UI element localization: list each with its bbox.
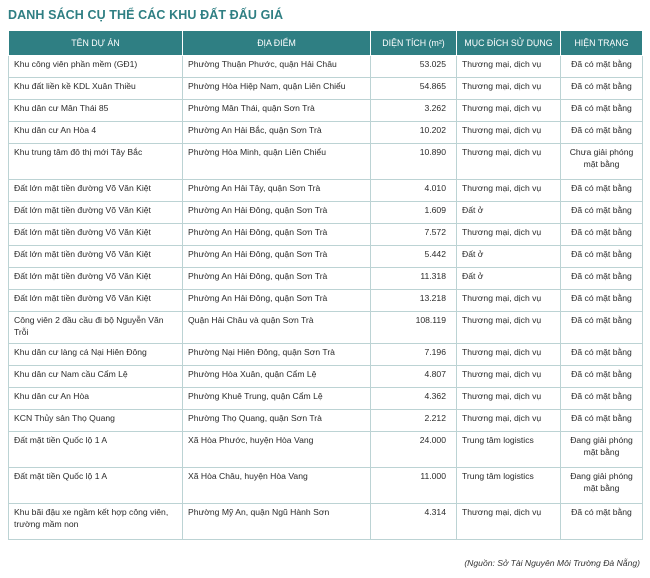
cell-purpose: Đất ở <box>457 246 561 268</box>
cell-location: Phường An Hải Tây, quận Sơn Trà <box>183 180 371 202</box>
auction-land-table <box>8 30 643 540</box>
header-location: ĐỊA ĐIỂM <box>183 31 371 56</box>
table-row <box>9 312 643 344</box>
cell-area: 53.025 <box>371 56 457 78</box>
table-row <box>9 122 643 144</box>
header-area: DIỆN TÍCH (m²) <box>371 31 457 56</box>
cell-purpose: Thương mại, dịch vụ <box>457 56 561 78</box>
cell-status: Đã có mặt bằng <box>561 180 643 202</box>
cell-status: Đang giải phóng mặt bằng <box>561 432 643 468</box>
cell-status: Đang giải phóng mặt bằng <box>561 468 643 504</box>
cell-location: Quận Hải Châu và quận Sơn Trà <box>183 312 371 344</box>
table-row <box>9 388 643 410</box>
cell-status: Đã có mặt bằng <box>561 388 643 410</box>
cell-project-name: Đất lớn mặt tiền đường Võ Văn Kiệt <box>9 290 183 312</box>
cell-status: Đã có mặt bằng <box>561 56 643 78</box>
cell-location: Phường An Hải Đông, quận Sơn Trà <box>183 246 371 268</box>
table-row <box>9 504 643 540</box>
cell-status: Đã có mặt bằng <box>561 202 643 224</box>
cell-location: Phường Hòa Xuân, quận Cẩm Lệ <box>183 366 371 388</box>
cell-purpose: Trung tâm logistics <box>457 468 561 504</box>
cell-location: Xã Hòa Phước, huyện Hòa Vang <box>183 432 371 468</box>
table-row <box>9 78 643 100</box>
table-row <box>9 202 643 224</box>
table-row <box>9 290 643 312</box>
table-row <box>9 268 643 290</box>
cell-project-name: Khu dân cư Nam cầu Cẩm Lệ <box>9 366 183 388</box>
cell-location: Phường An Hải Đông, quận Sơn Trà <box>183 202 371 224</box>
cell-area: 7.572 <box>371 224 457 246</box>
cell-area: 10.890 <box>371 144 457 180</box>
cell-purpose: Trung tâm logistics <box>457 432 561 468</box>
table-row <box>9 144 643 180</box>
cell-area: 24.000 <box>371 432 457 468</box>
table-row <box>9 344 643 366</box>
cell-project-name: Đất lớn mặt tiền đường Võ Văn Kiệt <box>9 268 183 290</box>
cell-purpose: Thương mại, dịch vụ <box>457 144 561 180</box>
cell-project-name: Khu công viên phần mềm (GĐ1) <box>9 56 183 78</box>
cell-area: 5.442 <box>371 246 457 268</box>
cell-status: Đã có mặt bằng <box>561 504 643 540</box>
cell-purpose: Đất ở <box>457 202 561 224</box>
cell-purpose: Thương mại, dịch vụ <box>457 180 561 202</box>
cell-area: 1.609 <box>371 202 457 224</box>
cell-area: 10.202 <box>371 122 457 144</box>
cell-area: 3.262 <box>371 100 457 122</box>
cell-status: Đã có mặt bằng <box>561 290 643 312</box>
cell-area: 4.807 <box>371 366 457 388</box>
cell-purpose: Thương mại, dịch vụ <box>457 344 561 366</box>
cell-status: Đã có mặt bằng <box>561 122 643 144</box>
header-purpose: MỤC ĐÍCH SỬ DỤNG <box>457 31 561 56</box>
cell-location: Phường Thuận Phước, quận Hải Châu <box>183 56 371 78</box>
cell-status: Đã có mặt bằng <box>561 78 643 100</box>
cell-purpose: Thương mại, dịch vụ <box>457 366 561 388</box>
cell-area: 11.318 <box>371 268 457 290</box>
cell-area: 2.212 <box>371 410 457 432</box>
cell-project-name: Khu bãi đậu xe ngầm kết hợp công viên, trường mầm non <box>9 504 183 540</box>
cell-area: 108.119 <box>371 312 457 344</box>
cell-area: 11.000 <box>371 468 457 504</box>
table-row <box>9 432 643 468</box>
cell-location: Phường An Hải Đông, quận Sơn Trà <box>183 268 371 290</box>
page-title: DANH SÁCH CỤ THỂ CÁC KHU ĐẤT ĐẤU GIÁ <box>8 8 284 22</box>
cell-project-name: Khu dân cư làng cá Nại Hiên Đông <box>9 344 183 366</box>
table-row <box>9 180 643 202</box>
cell-project-name: Khu trung tâm đô thị mới Tây Bắc <box>9 144 183 180</box>
cell-status: Đã có mặt bằng <box>561 366 643 388</box>
cell-location: Phường Mân Thái, quận Sơn Trà <box>183 100 371 122</box>
cell-location: Phường Hòa Hiệp Nam, quận Liên Chiểu <box>183 78 371 100</box>
cell-area: 4.314 <box>371 504 457 540</box>
cell-location: Phường An Hải Đông, quận Sơn Trà <box>183 224 371 246</box>
cell-project-name: Đất lớn mặt tiền đường Võ Văn Kiệt <box>9 202 183 224</box>
cell-status: Đã có mặt bằng <box>561 224 643 246</box>
table-row <box>9 224 643 246</box>
table-row <box>9 56 643 78</box>
cell-status: Đã có mặt bằng <box>561 100 643 122</box>
cell-project-name: Khu đất liền kề KDL Xuân Thiều <box>9 78 183 100</box>
table-header-row <box>9 31 643 56</box>
cell-purpose: Thương mại, dịch vụ <box>457 100 561 122</box>
cell-purpose: Thương mại, dịch vụ <box>457 312 561 344</box>
table-row <box>9 366 643 388</box>
cell-location: Phường Thọ Quang, quận Sơn Trà <box>183 410 371 432</box>
cell-project-name: KCN Thủy sản Thọ Quang <box>9 410 183 432</box>
cell-status: Đã có mặt bằng <box>561 410 643 432</box>
cell-status: Đã có mặt bằng <box>561 268 643 290</box>
cell-status: Đã có mặt bằng <box>561 312 643 344</box>
cell-status: Đã có mặt bằng <box>561 344 643 366</box>
cell-location: Phường Hòa Minh, quận Liên Chiểu <box>183 144 371 180</box>
table-row <box>9 246 643 268</box>
source-note: (Nguồn: Sở Tài Nguyên Môi Trường Đà Nẵng) <box>464 558 640 568</box>
cell-location: Phường Mỹ An, quận Ngũ Hành Sơn <box>183 504 371 540</box>
cell-area: 4.362 <box>371 388 457 410</box>
cell-location: Phường An Hải Bắc, quận Sơn Trà <box>183 122 371 144</box>
cell-area: 7.196 <box>371 344 457 366</box>
cell-project-name: Đất lớn mặt tiền đường Võ Văn Kiệt <box>9 180 183 202</box>
cell-purpose: Thương mại, dịch vụ <box>457 410 561 432</box>
table-row <box>9 100 643 122</box>
cell-purpose: Đất ở <box>457 268 561 290</box>
cell-purpose: Thương mại, dịch vụ <box>457 504 561 540</box>
cell-purpose: Thương mại, dịch vụ <box>457 224 561 246</box>
cell-location: Phường Khuê Trung, quận Cẩm Lệ <box>183 388 371 410</box>
header-name: TÊN DỰ ÁN <box>9 31 183 56</box>
header-status: HIỆN TRẠNG <box>561 31 643 56</box>
table-row <box>9 410 643 432</box>
cell-location: Phường Nại Hiên Đông, quận Sơn Trà <box>183 344 371 366</box>
cell-status: Chưa giải phóng mặt bằng <box>561 144 643 180</box>
cell-purpose: Thương mại, dịch vụ <box>457 290 561 312</box>
cell-area: 54.865 <box>371 78 457 100</box>
cell-project-name: Khu dân cư An Hòa 4 <box>9 122 183 144</box>
cell-purpose: Thương mại, dịch vụ <box>457 122 561 144</box>
cell-project-name: Đất lớn mặt tiền đường Võ Văn Kiệt <box>9 224 183 246</box>
cell-project-name: Đất lớn mặt tiền đường Võ Văn Kiệt <box>9 246 183 268</box>
cell-purpose: Thương mại, dịch vụ <box>457 78 561 100</box>
table-row <box>9 468 643 504</box>
cell-project-name: Đất mặt tiền Quốc lộ 1 A <box>9 432 183 468</box>
cell-location: Phường An Hải Đông, quận Sơn Trà <box>183 290 371 312</box>
cell-project-name: Khu dân cư An Hòa <box>9 388 183 410</box>
cell-project-name: Đất mặt tiền Quốc lộ 1 A <box>9 468 183 504</box>
cell-project-name: Khu dân cư Mân Thái 85 <box>9 100 183 122</box>
cell-purpose: Thương mại, dịch vụ <box>457 388 561 410</box>
cell-area: 4.010 <box>371 180 457 202</box>
cell-location: Xã Hòa Châu, huyện Hòa Vang <box>183 468 371 504</box>
cell-status: Đã có mặt bằng <box>561 246 643 268</box>
cell-project-name: Công viên 2 đầu cầu đi bộ Nguyễn Văn Trỗi <box>9 312 183 344</box>
cell-area: 13.218 <box>371 290 457 312</box>
table-body <box>9 56 643 540</box>
